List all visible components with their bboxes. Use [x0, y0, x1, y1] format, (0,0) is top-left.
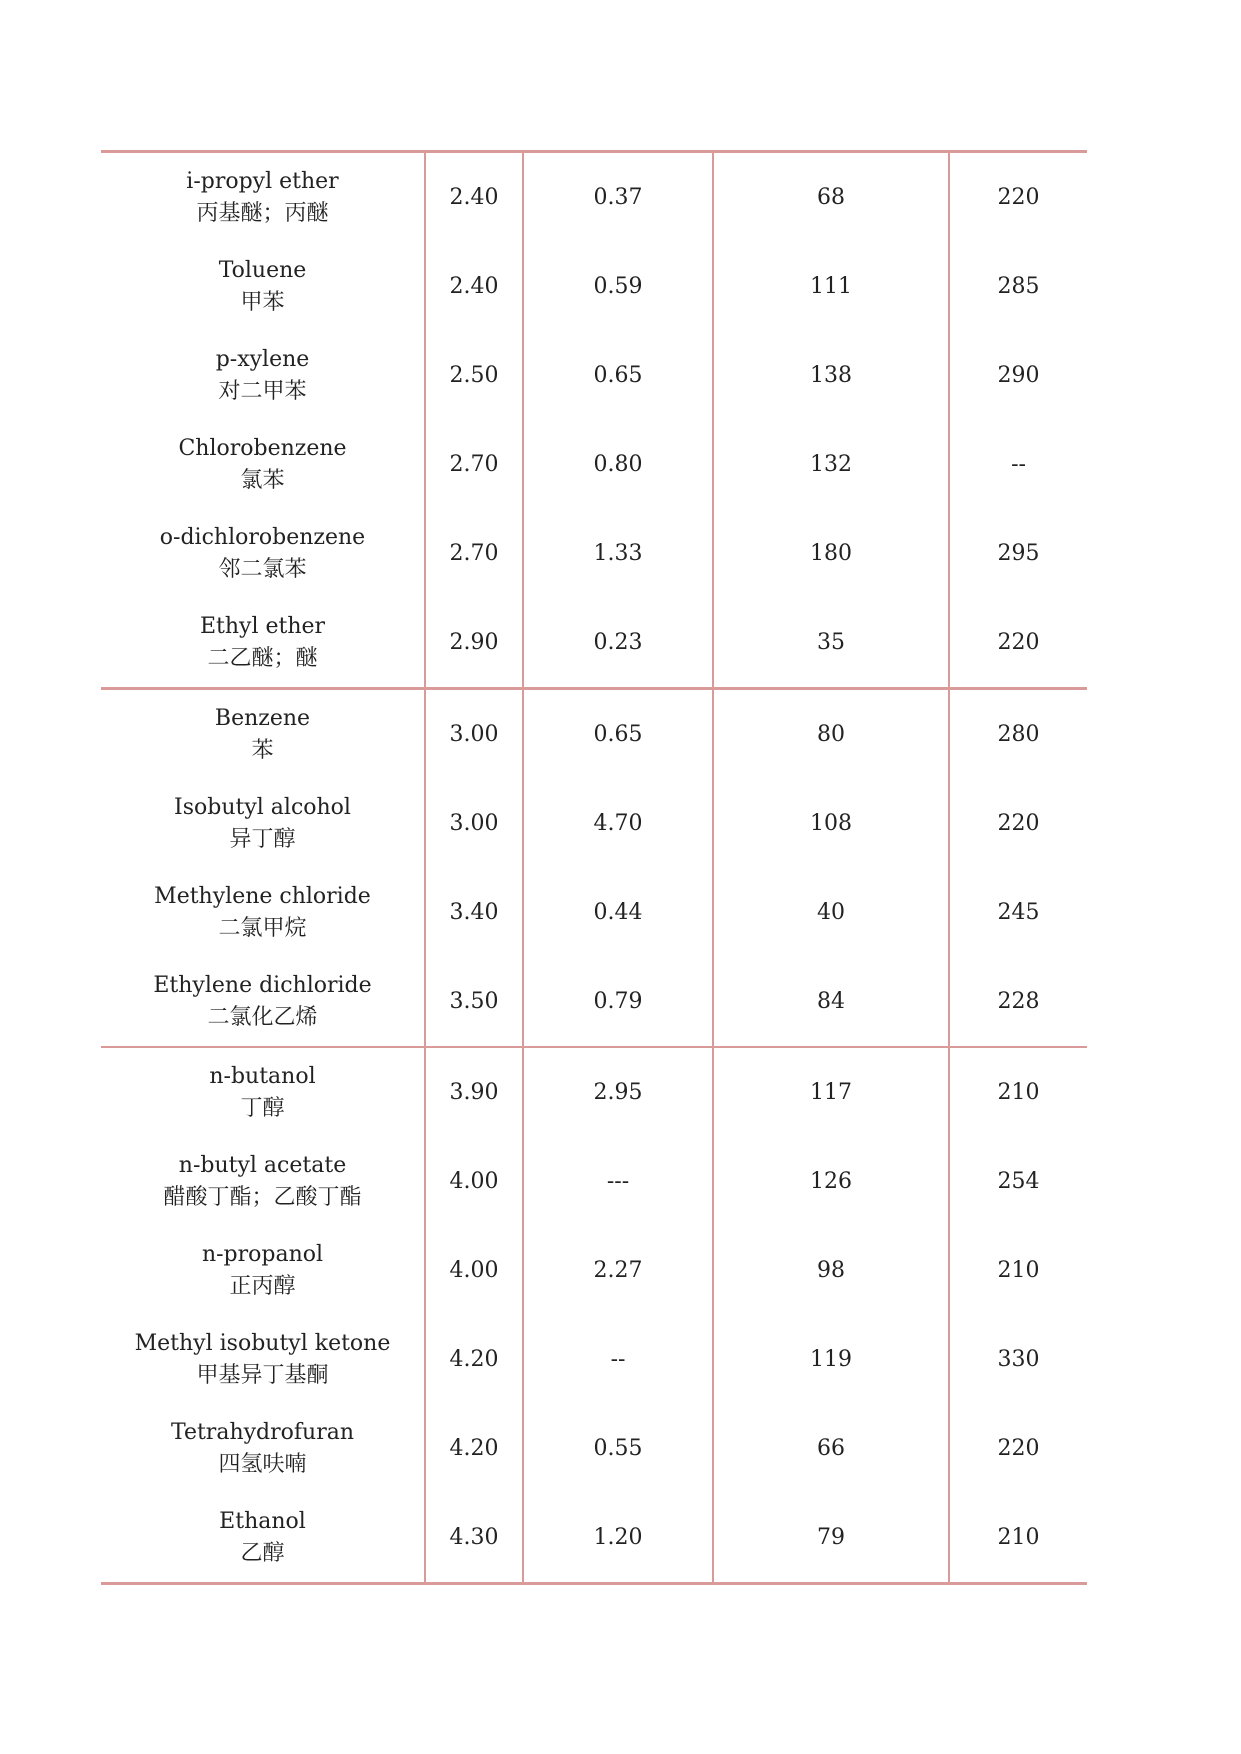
value-cell-col1: 4.00 [425, 1137, 523, 1226]
value-cell-col3: 138 [713, 331, 949, 420]
solvent-name-chinese: 醋酸丁酯；乙酸丁酯 [163, 1184, 362, 1210]
solvent-name-chinese: 苯 [251, 737, 274, 763]
solvent-name-chinese: 二氯化乙烯 [207, 1004, 318, 1030]
solvent-properties-table [101, 150, 1087, 1585]
solvent-name-english: i-propyl ether [186, 168, 339, 194]
solvent-name-chinese: 异丁醇 [229, 826, 296, 852]
table-row [101, 598, 1087, 689]
solvent-name-english: Ethyl ether [199, 613, 326, 639]
solvent-name-cell [101, 1315, 425, 1404]
value-cell-col2: --- [523, 1137, 713, 1226]
value-cell-col4: 330 [997, 1346, 1040, 1372]
solvent-name-english: Ethanol [219, 1508, 306, 1534]
value-cell-col3: 40 [713, 868, 949, 957]
solvent-name-cell [101, 331, 425, 420]
value-cell-col1: 2.40 [425, 152, 523, 243]
solvent-name-cell [101, 779, 425, 868]
solvent-name-english: n-butanol [209, 1063, 316, 1089]
value-cell-col3: 126 [713, 1137, 949, 1226]
table-row [101, 331, 1087, 420]
value-cell-col1: 4.00 [425, 1226, 523, 1315]
value-cell-col2: 0.65 [523, 331, 713, 420]
value-cell-col1: 4.30 [425, 1493, 523, 1584]
value-cell-col1: 2.70 [425, 509, 523, 598]
solvent-name-chinese: 二乙醚；醚 [207, 645, 318, 671]
value-cell-col1: 3.40 [425, 868, 523, 957]
value-cell-col4: 245 [997, 899, 1040, 925]
solvent-name-chinese: 二氯甲烷 [218, 915, 307, 941]
solvent-name-english: n-propanol [201, 1241, 324, 1267]
table-row [101, 779, 1087, 868]
table-row [101, 868, 1087, 957]
value-cell-col4: 210 [997, 1079, 1040, 1105]
solvent-name-english: p-xylene [215, 346, 310, 372]
solvent-name-english: Ethylene dichloride [153, 972, 372, 998]
value-cell-col3: 180 [713, 509, 949, 598]
solvent-name-cell [101, 598, 425, 689]
value-cell-col2: 0.37 [523, 152, 713, 243]
value-cell-col4: 290 [997, 362, 1040, 388]
value-cell-col4: 220 [997, 184, 1040, 210]
solvent-name-cell [101, 420, 425, 509]
value-cell-col1: 2.70 [425, 420, 523, 509]
value-cell-col2: 0.65 [523, 689, 713, 780]
value-cell-col1: 2.50 [425, 331, 523, 420]
solvent-name-english: Chlorobenzene [178, 435, 347, 461]
solvent-name-cell [101, 1404, 425, 1493]
value-cell-col2: 0.80 [523, 420, 713, 509]
solvent-name-english: Isobutyl alcohol [174, 794, 351, 820]
table-row [101, 1047, 1087, 1137]
solvent-name-chinese: 丙基醚；丙醚 [196, 200, 329, 226]
solvent-name-chinese: 甲苯 [240, 289, 285, 315]
value-cell-col1: 2.40 [425, 242, 523, 331]
value-cell-col1: 3.90 [425, 1047, 523, 1137]
solvent-name-cell [101, 242, 425, 331]
solvent-name-cell [101, 957, 425, 1047]
table-row [101, 242, 1087, 331]
value-cell-col2: 4.70 [523, 779, 713, 868]
value-cell-col1: 4.20 [425, 1315, 523, 1404]
table-row [101, 1137, 1087, 1226]
value-cell-col2: 2.27 [523, 1226, 713, 1315]
solvent-name-chinese: 四氢呋喃 [218, 1451, 307, 1477]
value-cell-col4: 295 [997, 540, 1040, 566]
solvent-name-english: Toluene [218, 257, 307, 283]
solvent-name-cell [101, 509, 425, 598]
table-group [101, 689, 1087, 1048]
solvent-name-cell [101, 1226, 425, 1315]
value-cell-col2: 0.44 [523, 868, 713, 957]
value-cell-col2: 0.55 [523, 1404, 713, 1493]
value-cell-col3: 80 [713, 689, 949, 780]
solvent-name-chinese: 正丙醇 [229, 1273, 296, 1299]
value-cell-col1: 3.00 [425, 779, 523, 868]
value-cell-col3: 117 [713, 1047, 949, 1137]
solvent-name-chinese: 对二甲苯 [218, 378, 307, 404]
table-row [101, 420, 1087, 509]
value-cell-col3: 98 [713, 1226, 949, 1315]
value-cell-col1: 3.00 [425, 689, 523, 780]
solvent-name-chinese: 甲基异丁基酮 [196, 1362, 329, 1388]
table-row [101, 957, 1087, 1047]
solvent-name-english: o-dichlorobenzene [159, 524, 366, 550]
value-cell-col1: 3.50 [425, 957, 523, 1047]
value-cell-col3: 84 [713, 957, 949, 1047]
value-cell-col4: 285 [997, 273, 1040, 299]
table-row [101, 689, 1087, 780]
value-cell-col4: -- [1011, 451, 1026, 477]
value-cell-col3: 68 [713, 152, 949, 243]
value-cell-col2: 1.33 [523, 509, 713, 598]
value-cell-col1: 4.20 [425, 1404, 523, 1493]
value-cell-col3: 66 [713, 1404, 949, 1493]
value-cell-col3: 111 [713, 242, 949, 331]
solvent-name-english: Methylene chloride [154, 883, 371, 909]
value-cell-col2: 1.20 [523, 1493, 713, 1584]
solvent-name-chinese: 乙醇 [240, 1540, 285, 1566]
solvent-name-english: Methyl isobutyl ketone [134, 1330, 391, 1356]
value-cell-col3: 35 [713, 598, 949, 689]
value-cell-col3: 132 [713, 420, 949, 509]
value-cell-col4: 220 [997, 1435, 1040, 1461]
table-row [101, 509, 1087, 598]
solvent-name-cell [101, 868, 425, 957]
value-cell-col2: 2.95 [523, 1047, 713, 1137]
solvent-name-cell [101, 1047, 425, 1137]
value-cell-col2: -- [523, 1315, 713, 1404]
value-cell-col4: 210 [997, 1524, 1040, 1550]
value-cell-col4: 210 [997, 1257, 1040, 1283]
solvent-name-chinese: 丁醇 [240, 1095, 285, 1121]
table-row [101, 1315, 1087, 1404]
value-cell-col2: 0.23 [523, 598, 713, 689]
value-cell-col4: 254 [997, 1168, 1040, 1194]
table-row [101, 1493, 1087, 1584]
value-cell-col4: 228 [997, 988, 1040, 1014]
value-cell-col4: 220 [997, 629, 1040, 655]
solvent-name-cell [101, 152, 425, 243]
solvent-name-cell [101, 1137, 425, 1226]
value-cell-col2: 0.79 [523, 957, 713, 1047]
value-cell-col3: 108 [713, 779, 949, 868]
solvent-name-cell [101, 689, 425, 780]
solvent-name-english: n-butyl acetate [178, 1152, 347, 1178]
table-row [101, 1226, 1087, 1315]
value-cell-col4: 280 [997, 721, 1040, 747]
value-cell-col3: 79 [713, 1493, 949, 1584]
solvent-name-english: Benzene [214, 705, 311, 731]
table-row [101, 152, 1087, 243]
solvent-name-english: Tetrahydrofuran [170, 1419, 354, 1445]
value-cell-col1: 2.90 [425, 598, 523, 689]
solvent-name-chinese: 邻二氯苯 [218, 556, 307, 582]
value-cell-col4: 220 [997, 810, 1040, 836]
table-row [101, 1404, 1087, 1493]
solvent-name-cell [101, 1493, 425, 1584]
table-group [101, 1047, 1087, 1584]
table-group [101, 152, 1087, 689]
value-cell-col3: 119 [713, 1315, 949, 1404]
solvent-name-chinese: 氯苯 [240, 467, 285, 493]
value-cell-col2: 0.59 [523, 242, 713, 331]
